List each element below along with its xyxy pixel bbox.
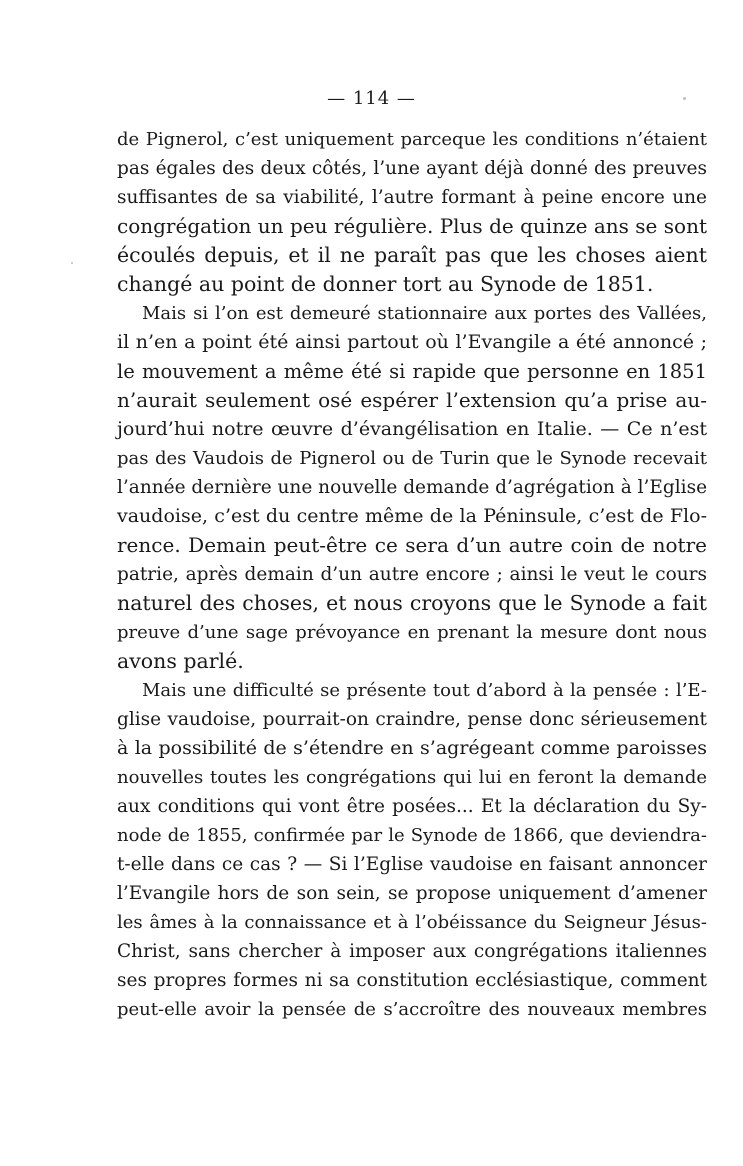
text-line: pas égales des deux côtés, l’une ayant déjà donné des preuves [117,158,707,179]
text-line: glise vaudoise, pourrait-on craindre, pense donc sérieusement [117,709,707,730]
paragraph-end-line: avons parlé. [117,649,244,673]
text-line: n’aurait seulement osé espérer l’extension qu’a prise au- [117,388,707,412]
text-line: pas des Vaudois de Pignerol ou de Turin que le Synode recevait [117,448,707,469]
paragraph-end-line: changé au point de donner tort au Synode de 1851. [117,272,654,296]
text-line: rence. Demain peut-être ce sera d’un autre coin de notre [117,533,707,557]
text-line: peut-elle avoir la pensée de s’accroître des nouveaux membres [117,999,707,1020]
body-text [117,125,707,1024]
paragraph-start-line: Mais une difficulté se présente tout d’abord à la pensée : l’E- [142,680,707,701]
text-line: aux conditions qui vont être posées... Et la déclaration du Sy- [117,796,707,817]
text-line: l’Evangile hors de son sein, se propose uniquement d’amener [117,883,707,904]
text-line: Christ, sans chercher à imposer aux congrégations italiennes [117,941,707,962]
page-number: — 114 — [327,88,416,109]
text-line: patrie, après demain d’un autre encore ; ainsi le veut le cours [117,564,707,585]
text-line: preuve d’une sage prévoyance en prenant la mesure dont nous [117,622,707,643]
paper-speck [71,262,73,264]
text-line: ses propres formes ni sa constitution ecclésiastique, comment [117,970,707,991]
text-line: congrégation un peu régulière. Plus de quinze ans se sont [117,214,707,238]
text-line: suffisantes de sa viabilité, l’autre formant à peine encore une [117,187,707,208]
text-line: node de 1855, confirmée par le Synode de 1866, que deviendra- [117,825,707,846]
paragraph-start-line: Mais si l’on est demeuré stationnaire aux portes des Vallées, [142,303,707,324]
text-line: t-elle dans ce cas ? — Si l’Eglise vaudoise en faisant annoncer [117,854,707,875]
text-line: naturel des choses, et nous croyons que le Synode a fait [117,591,707,615]
text-line: l’année dernière une nouvelle demande d’agrégation à l’Eglise [117,477,708,498]
text-line: écoulés depuis, et il ne paraît pas que les choses aient [117,243,707,267]
text-line: les âmes à la connaissance et à l’obéissance du Seigneur Jésus- [117,912,707,933]
paper-speck [683,97,686,100]
text-line: vaudoise, c’est du centre même de la Péninsule, c’est de Flo- [117,505,707,527]
text-line: jourd’hui notre œuvre d’évangélisation en Italie. — Ce n’est [117,418,707,440]
text-line: de Pignerol, c’est uniquement parceque les conditions n’étaient [117,129,707,150]
text-line: nouvelles toutes les congrégations qui lui en feront la demande [117,767,707,788]
text-line: à la possibilité de s’étendre en s’agrégeant comme paroisses [117,737,707,759]
text-line: le mouvement a même été si rapide que personne en 1851 [117,360,707,383]
text-line: il n’en a point été ainsi partout où l’Evangile a été annoncé ; [117,331,707,353]
